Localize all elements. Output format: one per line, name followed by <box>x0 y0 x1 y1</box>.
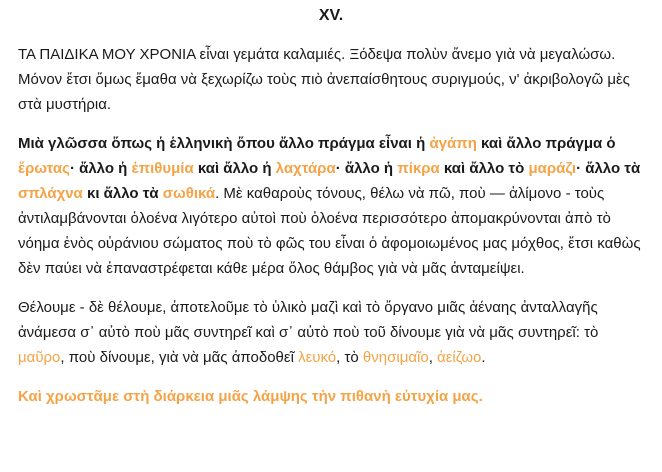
p3-text: , <box>428 349 438 366</box>
highlight-word: ἐπιθυμία <box>131 160 194 177</box>
p3-text: , τὸ <box>336 349 363 366</box>
highlight-word: ἀείζωο <box>437 349 482 366</box>
p3-text: , ποὺ δίνουμε, γιὰ νὰ μᾶς ἀποδοθεῖ <box>60 349 299 366</box>
paragraph-4: Καὶ χρωστᾶμε στὴ διάρκεια μιᾶς λάμψης τὴν πιθανὴ εὐτυχία μας. <box>18 388 483 405</box>
highlight-word: θνησιμαῖο <box>362 349 429 366</box>
p2-text: · ἄλλο ἡ <box>335 160 398 177</box>
highlight-word: μαῦρο <box>18 349 61 366</box>
p3-text: Θέλουμε - δὲ θέλουμε, ἀποτελοῦμε τὸ ὑλικὸ μαζὶ καὶ τὸ ὄργανο μιᾶς ἀέναης ἀνταλλαγῆς ἀνάμεσα σ᾽ αὐτὸ ποὺ μᾶς συντηρεῖ καὶ σ᾽ αὐτὸ ποὺ τοῦ δίνουμε γιὰ νὰ μᾶς συντηρεῖ: τὸ <box>18 299 599 341</box>
highlight-word: ἔρωτας <box>18 160 70 177</box>
paragraph-2 <box>18 131 644 281</box>
p2-text: καὶ ἄλλο τὸ <box>439 160 529 177</box>
p2-text: κι ἄλλο τὰ <box>82 185 163 202</box>
p3-text: . <box>481 349 486 366</box>
highlight-word: λευκό <box>298 349 337 366</box>
highlight-word: σπλάχνα <box>18 185 83 202</box>
p2-text: Μιὰ γλῶσσα ὅπως ἡ ἑλληνικὴ ὅπου ἄλλο πράγμα εἶναι ἡ <box>18 135 430 152</box>
p2-text: . Μὲ καθαροὺς τόνους, θέλω νὰ πῶ, ποὺ — ἀλίμονο - τοὺς ἀντιλαμβάνονται ὁλοένα λιγότερο αὐτοὶ ποὺ ὁλοένα περισσότερο ἀπομακρύνονται ἀπὸ τὸ νόημα ἑνὸς οὐράνιου σώματος ποὺ τὸ φῶς του εἶναι ὁ ἀφομοιωμένος μας μόχθος, ἔτσι καθὼς δὲν παύει νὰ ἐπαναστρέφεται κάθε μέρα ὅλος θάμβος γιὰ νὰ μᾶς ἀνταμείψει. <box>18 185 641 277</box>
paragraph-1: ΤΑ ΠΑΙΔΙΚΑ ΜΟΥ ΧΡΟΝΙΑ εἶναι γεμάτα καλαμιές. Ξόδεψα πολὺν ἄνεμο γιὰ νὰ μεγαλώσω. Μόνον ἔτσι ὅμως ἔμαθα νὰ ξεχωρίζω τοὺς πιὸ ἀνεπαίσθητους συριγμούς, ν' ἀκριβολογῶ μὲς στὰ μυστήρια. <box>18 46 630 113</box>
p2-text: καὶ ἄλλο πράγμα ὁ <box>476 135 616 152</box>
chapter-heading: XV. <box>318 7 344 24</box>
p2-text: · ἄλλο τὰ <box>576 160 641 177</box>
highlight-word: λαχτάρα <box>275 160 336 177</box>
p2-text: · ἄλλο ἡ <box>69 160 132 177</box>
highlight-word: πίκρα <box>397 160 440 177</box>
highlight-word: μαράζι <box>528 160 577 177</box>
highlight-word: ἀγάπη <box>429 135 477 152</box>
highlight-word: σωθικά <box>162 185 216 202</box>
p2-text: καὶ ἄλλο ἡ <box>193 160 276 177</box>
paragraph-3 <box>18 295 644 370</box>
